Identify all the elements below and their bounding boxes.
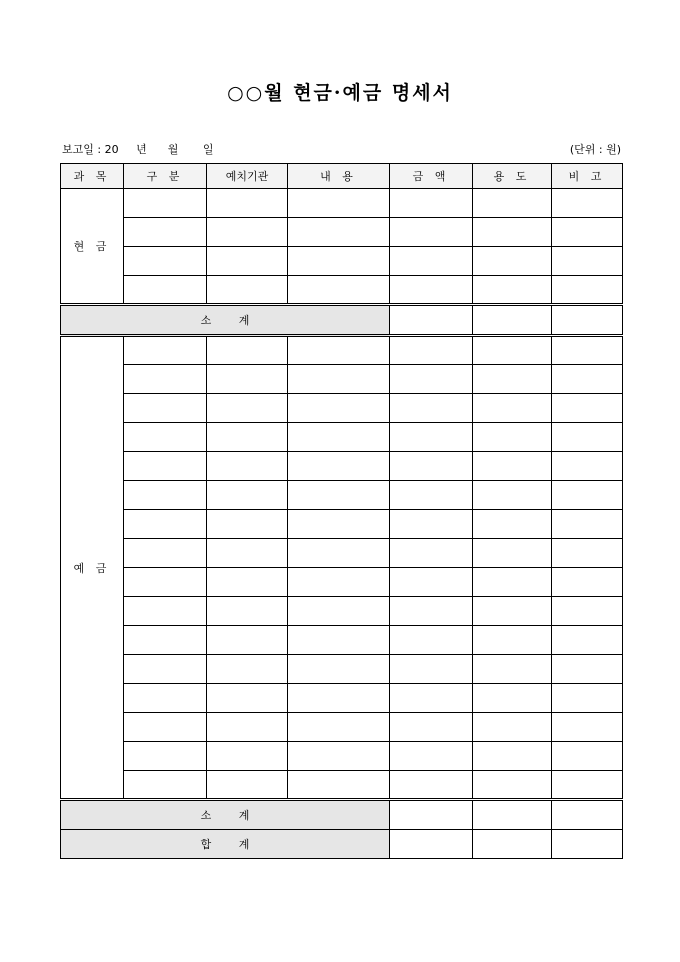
cell-purpose[interactable] [473,597,552,626]
cell-description[interactable] [288,423,390,452]
table-row [61,742,623,771]
cell-amount[interactable] [390,510,473,539]
cell-amount[interactable] [390,742,473,771]
cell-total-amount[interactable] [390,830,473,859]
cell-subtotal-purpose[interactable] [473,305,552,336]
cell-total-purpose[interactable] [473,830,552,859]
cell-category[interactable] [124,365,207,394]
col-header-description: 내 용 [288,164,390,189]
table-row [61,568,623,597]
table-row [61,713,623,742]
cell-description[interactable] [288,539,390,568]
cell-category[interactable] [124,276,207,305]
cell-category[interactable] [124,742,207,771]
cell-description[interactable] [288,597,390,626]
cell-category[interactable] [124,452,207,481]
cell-remarks[interactable] [552,481,623,510]
cell-subtotal-amount[interactable] [390,305,473,336]
cell-purpose[interactable] [473,247,552,276]
cell-description[interactable] [288,771,390,800]
cell-purpose[interactable] [473,568,552,597]
col-header-category: 구 분 [124,164,207,189]
unit-label: (단위 : 원) [569,143,621,156]
cell-purpose[interactable] [473,742,552,771]
cell-institution[interactable] [207,452,288,481]
cell-institution[interactable] [207,481,288,510]
cell-remarks[interactable] [552,423,623,452]
table-row [61,336,623,365]
cell-remarks[interactable] [552,684,623,713]
subtotal-row [61,800,623,830]
cell-description[interactable] [288,568,390,597]
cell-institution[interactable] [207,423,288,452]
table-row [61,452,623,481]
col-header-remarks: 비 고 [552,164,623,189]
document-title: ○○월 현금·예금 명세서 [227,82,453,104]
cell-category[interactable] [124,713,207,742]
cell-purpose[interactable] [473,452,552,481]
col-header-purpose: 용 도 [473,164,552,189]
cell-purpose[interactable] [473,394,552,423]
cell-purpose[interactable] [473,365,552,394]
cell-purpose[interactable] [473,423,552,452]
table-row [61,394,623,423]
total-row [61,830,623,859]
cell-amount[interactable] [390,336,473,365]
cell-purpose[interactable] [473,713,552,742]
cell-amount[interactable] [390,684,473,713]
cell-category[interactable] [124,394,207,423]
cell-amount[interactable] [390,452,473,481]
cell-amount[interactable] [390,713,473,742]
cell-purpose[interactable] [473,481,552,510]
total-label: 합 계 [61,830,390,859]
subtotal-label: 소 계 [61,800,390,830]
table-row [61,597,623,626]
table-row [61,247,623,276]
table-row [61,771,623,800]
cell-category[interactable] [124,655,207,684]
cell-institution[interactable] [207,713,288,742]
cell-remarks[interactable] [552,597,623,626]
cell-amount[interactable] [390,218,473,247]
cell-description[interactable] [288,684,390,713]
cell-remarks[interactable] [552,365,623,394]
cell-remarks[interactable] [552,568,623,597]
cell-purpose[interactable] [473,276,552,305]
table-row [61,539,623,568]
cell-institution[interactable] [207,365,288,394]
col-header-institution: 예치기관 [207,164,288,189]
cell-remarks[interactable] [552,742,623,771]
cell-remarks[interactable] [552,713,623,742]
subtotal-label: 소 계 [61,305,390,336]
cell-description[interactable] [288,655,390,684]
cell-subtotal-amount[interactable] [390,800,473,830]
cell-institution[interactable] [207,539,288,568]
cell-purpose[interactable] [473,771,552,800]
cell-description[interactable] [288,510,390,539]
cell-amount[interactable] [390,189,473,218]
cell-category[interactable] [124,423,207,452]
cell-purpose[interactable] [473,510,552,539]
col-header-amount: 금 액 [390,164,473,189]
table-row [61,510,623,539]
cell-category[interactable] [124,247,207,276]
cell-description[interactable] [288,218,390,247]
cell-remarks[interactable] [552,655,623,684]
cell-category[interactable] [124,539,207,568]
cell-description[interactable] [288,365,390,394]
cell-category[interactable] [124,568,207,597]
cell-purpose[interactable] [473,218,552,247]
cell-amount[interactable] [390,597,473,626]
cell-amount[interactable] [390,655,473,684]
cell-remarks[interactable] [552,510,623,539]
cell-remarks[interactable] [552,771,623,800]
cell-description[interactable] [288,481,390,510]
cell-amount[interactable] [390,423,473,452]
cell-remarks[interactable] [552,539,623,568]
cell-amount[interactable] [390,481,473,510]
table-row [61,423,623,452]
cell-remarks[interactable] [552,247,623,276]
cell-remarks[interactable] [552,394,623,423]
report-date-day: 일 [202,143,214,156]
cell-institution[interactable] [207,597,288,626]
cell-institution[interactable] [207,684,288,713]
subtotal-row [61,305,623,336]
table-row [61,189,623,218]
table-row [61,218,623,247]
col-header-subject: 과 목 [61,164,124,189]
cell-amount[interactable] [390,247,473,276]
table-row [61,626,623,655]
cell-institution[interactable] [207,510,288,539]
cell-category[interactable] [124,684,207,713]
cell-category[interactable] [124,481,207,510]
cell-purpose[interactable] [473,655,552,684]
cell-subtotal-remarks[interactable] [552,800,623,830]
cell-institution[interactable] [207,189,288,218]
cell-institution[interactable] [207,655,288,684]
cell-description[interactable] [288,336,390,365]
cell-remarks[interactable] [552,189,623,218]
table-row [61,481,623,510]
cell-description[interactable] [288,742,390,771]
cell-purpose[interactable] [473,684,552,713]
cell-remarks[interactable] [552,626,623,655]
statement-table [60,163,623,859]
cell-purpose[interactable] [473,626,552,655]
cell-amount[interactable] [390,568,473,597]
cell-institution[interactable] [207,218,288,247]
cell-total-remarks[interactable] [552,830,623,859]
report-date-year: 년 [136,143,147,156]
cell-amount[interactable] [390,276,473,305]
cell-description[interactable] [288,247,390,276]
cell-description[interactable] [288,713,390,742]
cell-amount[interactable] [390,771,473,800]
cell-category[interactable] [124,336,207,365]
cell-remarks[interactable] [552,276,623,305]
cell-purpose[interactable] [473,336,552,365]
cell-institution[interactable] [207,568,288,597]
section-category-label: 예 금 [61,336,124,800]
cell-description[interactable] [288,626,390,655]
cell-institution[interactable] [207,336,288,365]
cell-institution[interactable] [207,742,288,771]
report-date-month: 월 [167,143,179,156]
cell-institution[interactable] [207,771,288,800]
cell-amount[interactable] [390,365,473,394]
cell-category[interactable] [124,597,207,626]
cell-institution[interactable] [207,394,288,423]
report-date-label: 보고일 : 20 [62,143,119,156]
cell-remarks[interactable] [552,336,623,365]
section-category-label: 현 금 [61,189,124,305]
cell-remarks[interactable] [552,218,623,247]
cell-category[interactable] [124,771,207,800]
cell-institution[interactable] [207,276,288,305]
cell-amount[interactable] [390,539,473,568]
cell-description[interactable] [288,394,390,423]
table-row [61,655,623,684]
report-date-line [62,141,213,157]
table-row [61,365,623,394]
cell-description[interactable] [288,452,390,481]
cell-subtotal-remarks[interactable] [552,305,623,336]
cell-institution[interactable] [207,247,288,276]
table-row [61,684,623,713]
cell-description[interactable] [288,189,390,218]
cell-remarks[interactable] [552,452,623,481]
cell-description[interactable] [288,276,390,305]
cell-category[interactable] [124,626,207,655]
cell-purpose[interactable] [473,189,552,218]
cell-purpose[interactable] [473,539,552,568]
table-row [61,276,623,305]
cell-category[interactable] [124,510,207,539]
cell-category[interactable] [124,189,207,218]
cell-category[interactable] [124,218,207,247]
cell-amount[interactable] [390,394,473,423]
header-row [61,164,623,189]
cell-subtotal-purpose[interactable] [473,800,552,830]
cell-amount[interactable] [390,626,473,655]
cell-institution[interactable] [207,626,288,655]
